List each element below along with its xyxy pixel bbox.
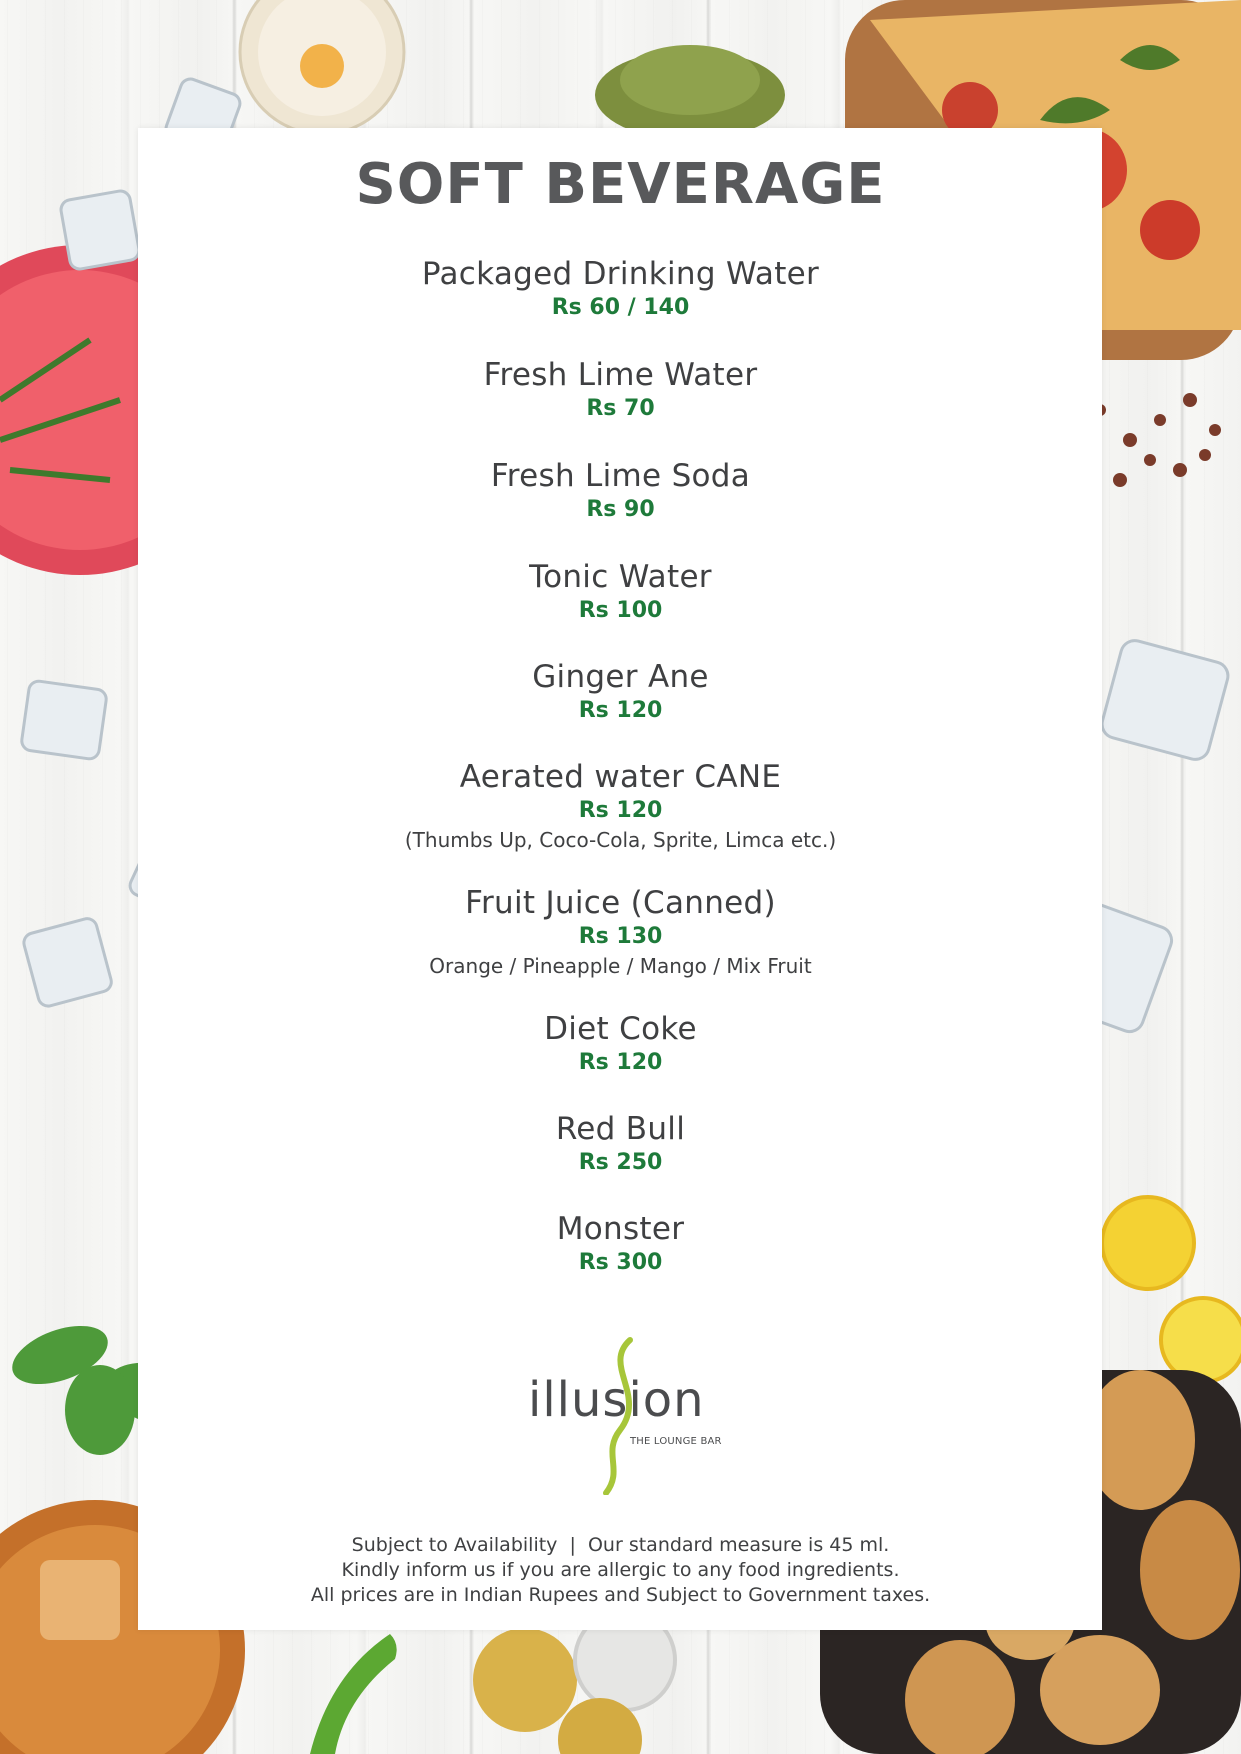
item-name: Aerated water CANE (459, 759, 782, 795)
item-price: Rs 300 (578, 1250, 663, 1275)
menu-items-list (0, 255, 1241, 1310)
menu-item (0, 1010, 1241, 1110)
item-name: Monster (556, 1211, 685, 1247)
bottle-caps-icon (310, 1610, 675, 1754)
item-price: Rs 70 (586, 396, 655, 421)
item-price: Rs 100 (578, 598, 663, 623)
item-price: Rs 120 (578, 798, 663, 823)
menu-item (0, 255, 1241, 356)
item-note: Orange / Pineapple / Mango / Mix Fruit (429, 954, 812, 978)
item-name: Red Bull (555, 1111, 686, 1147)
menu-item (0, 758, 1241, 884)
footer-notes (0, 1533, 1241, 1608)
menu-item (0, 457, 1241, 558)
item-price: Rs 250 (578, 1150, 663, 1175)
item-price: Rs 130 (578, 924, 663, 949)
item-name: Fresh Lime Soda (490, 458, 751, 494)
menu-item (0, 658, 1241, 758)
menu-item (0, 356, 1241, 457)
item-price: Rs 60 / 140 (551, 295, 690, 320)
item-name: Fresh Lime Water (483, 357, 758, 393)
herbs-icon (595, 45, 785, 140)
footer-line: Subject to Availability | Our standard measure is 45 ml. (351, 1534, 890, 1556)
brand-logo: illusion (528, 1372, 705, 1428)
item-name: Tonic Water (529, 559, 712, 595)
item-price: Rs 120 (578, 1050, 663, 1075)
item-name: Ginger Ane (532, 659, 709, 695)
item-price: Rs 90 (586, 497, 655, 522)
footer-line: All prices are in Indian Rupees and Subject to Government taxes. (310, 1584, 931, 1606)
footer-line: Kindly inform us if you are allergic to any food ingredients. (341, 1559, 900, 1581)
menu-item (0, 1110, 1241, 1210)
menu-title: SOFT BEVERAGE (355, 152, 886, 217)
beer-glass-icon (240, 0, 404, 134)
menu-item (0, 884, 1241, 1010)
item-note: (Thumbs Up, Coco-Cola, Sprite, Limca etc.) (404, 828, 837, 852)
brand-tagline: THE LOUNGE BAR (630, 1436, 722, 1447)
item-name: Fruit Juice (Canned) (465, 885, 776, 921)
item-name: Packaged Drinking Water (421, 256, 820, 292)
menu-item (0, 1210, 1241, 1310)
menu-item (0, 558, 1241, 658)
item-name: Diet Coke (544, 1011, 697, 1047)
item-price: Rs 120 (578, 698, 663, 723)
